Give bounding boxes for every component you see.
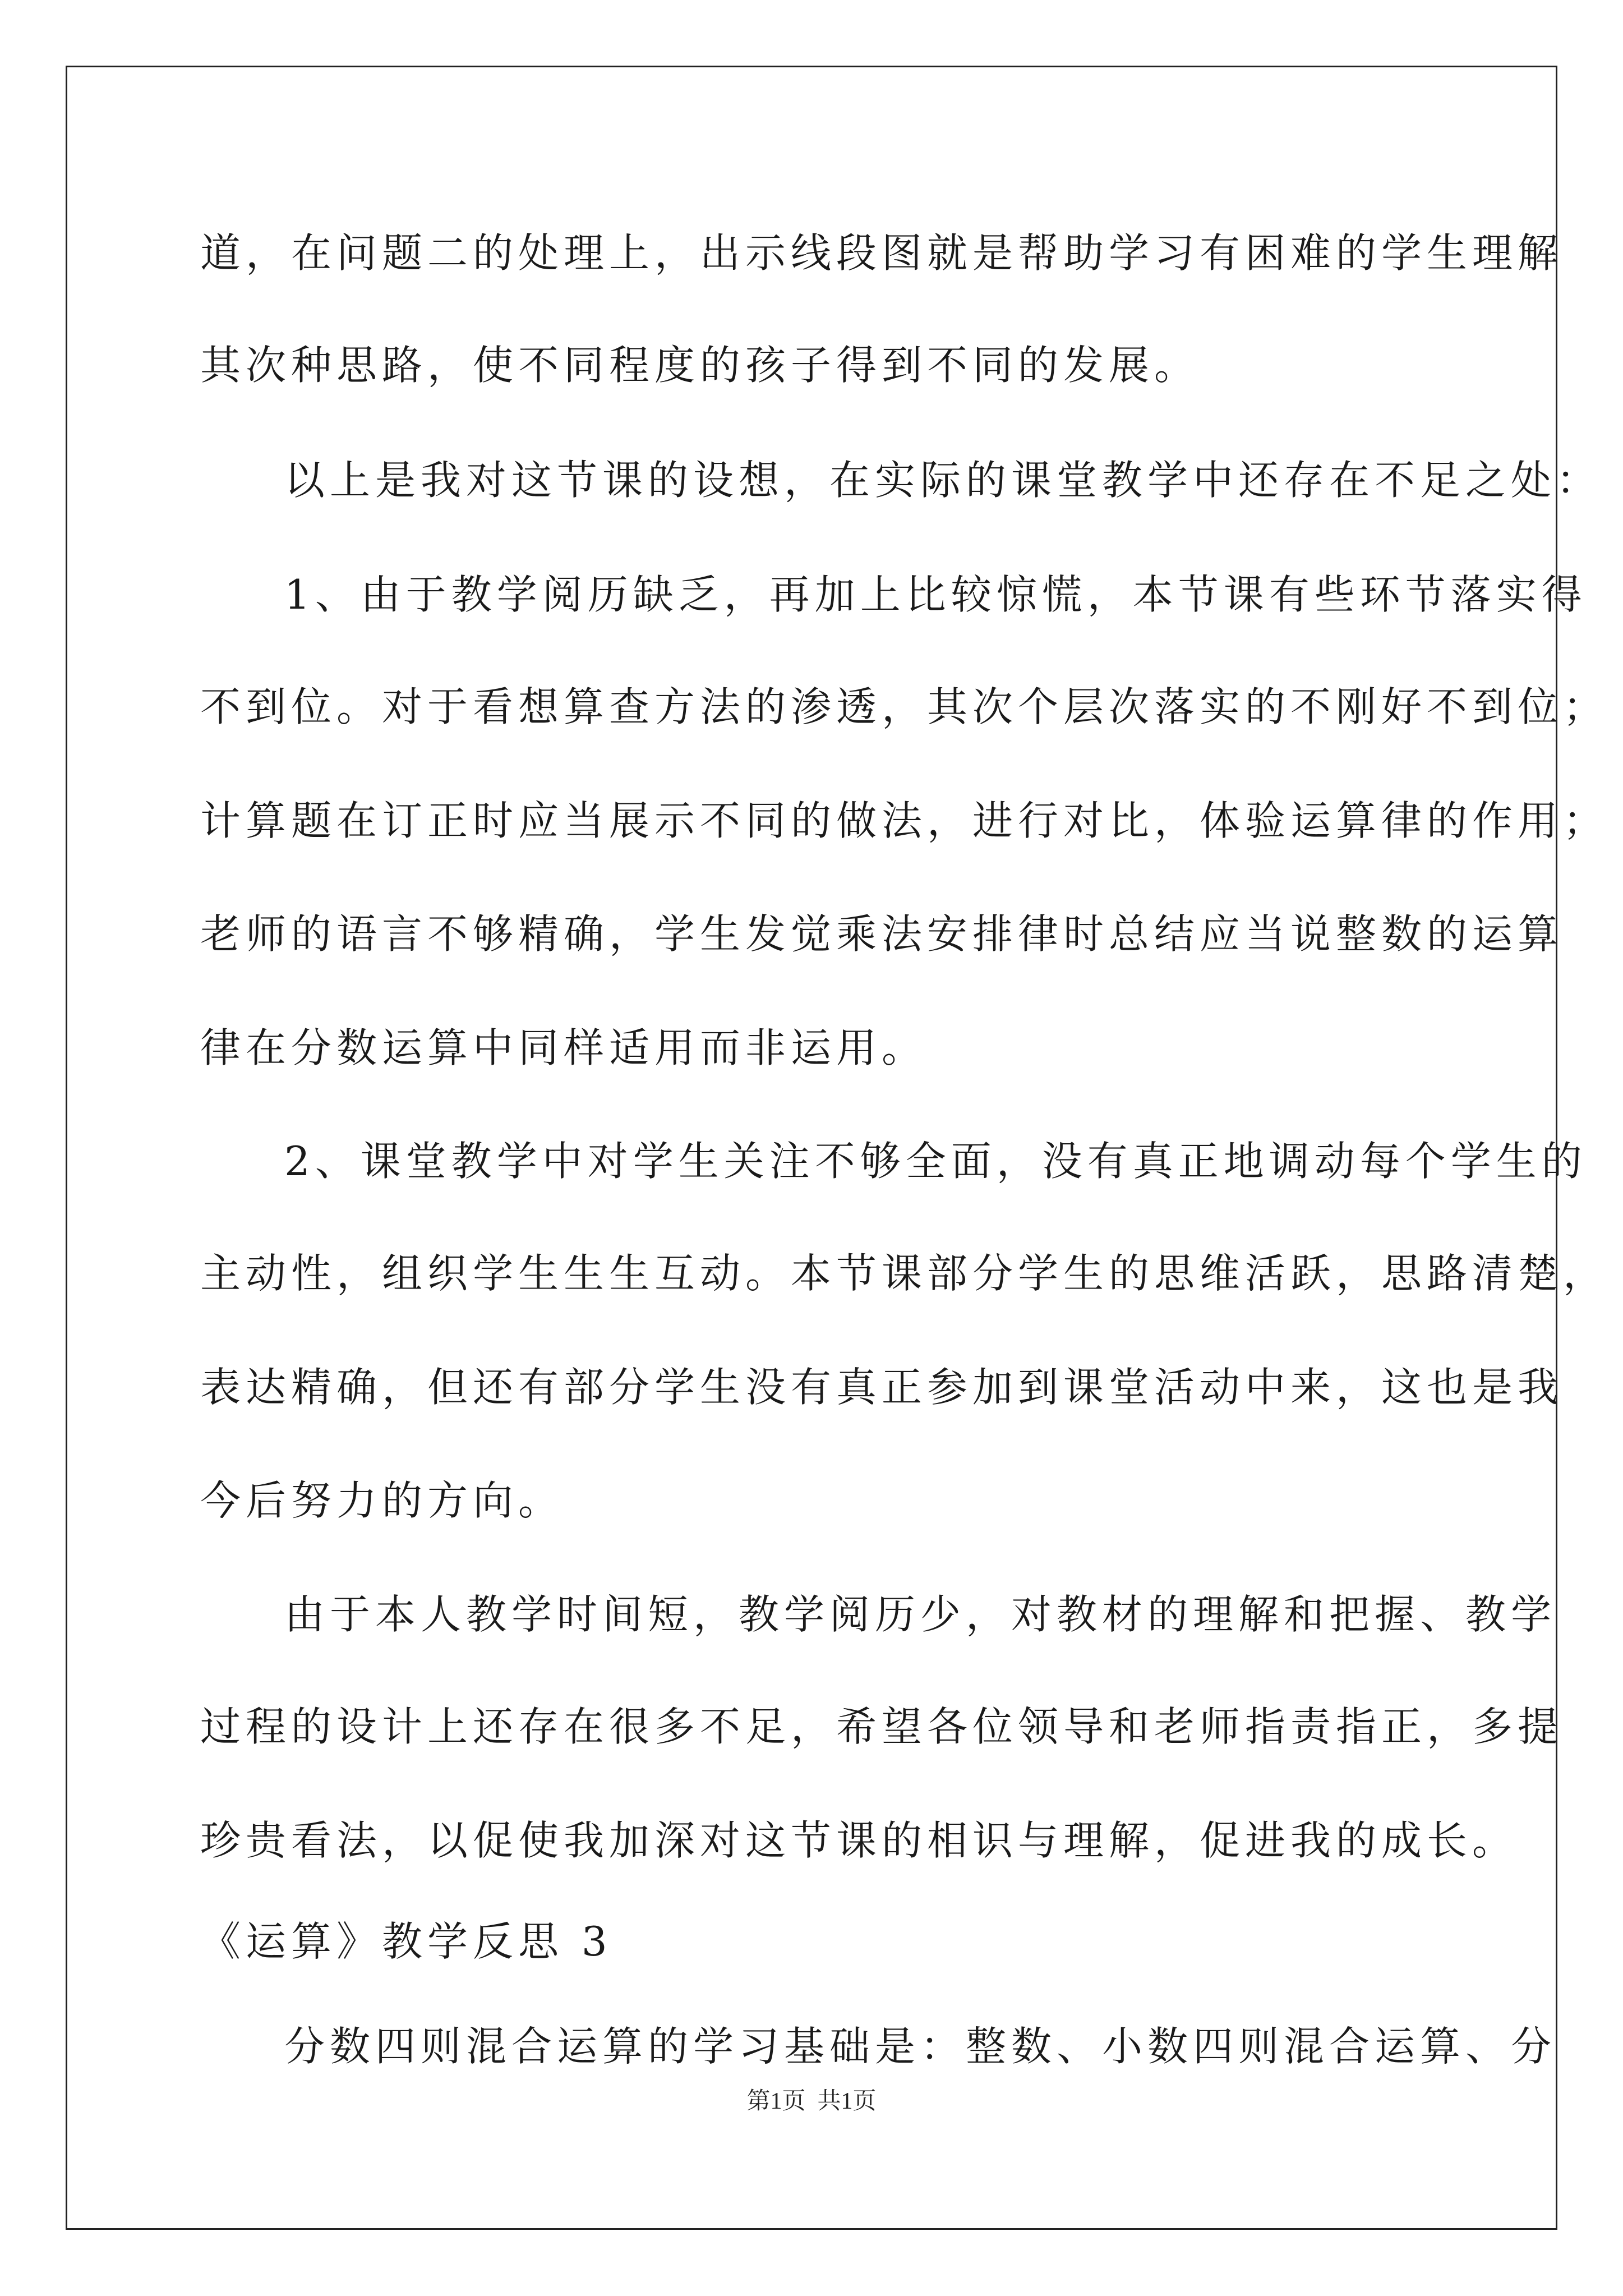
section-heading: 《运算》教学反思 3 [200, 1918, 612, 1965]
text-line: 不到位。对于看想算查方法的渗透，其次个层次落实的不刚好不到位； [200, 683, 1609, 730]
text-line: 珍贵看法，以促使我加深对这节课的相识与理解，促进我的成长。 [200, 1817, 1518, 1864]
text-line: 律在分数运算中同样适用而非运用。 [200, 1024, 928, 1071]
text-line: 道，在问题二的处理上，出示线段图就是帮助学习有困难的学生理解 [200, 229, 1564, 277]
text-line: 分数四则混合运算的学习基础是：整数、小数四则混合运算、分 [284, 2023, 1557, 2070]
text-line: 1、由于教学阅历缺乏，再加上比较惊慌，本节课有些环节落实得 [284, 571, 1587, 618]
text-line: 以上是我对这节课的设想，在实际的课堂教学中还存在不足之处： [284, 457, 1602, 504]
text-line: 主动性，组织学生生生互动。本节课部分学生的思维活跃，思路清楚， [200, 1250, 1609, 1297]
text-line: 计算题在订正时应当展示不同的做法，进行对比，体验运算律的作用； [200, 797, 1609, 844]
text-line: 其次种思路，使不同程度的孩子得到不同的发展。 [200, 342, 1200, 389]
text-line: 2、课堂教学中对学生关注不够全面，没有真正地调动每个学生的 [284, 1138, 1587, 1185]
text-line: 由于本人教学时间短，教学阅历少，对教材的理解和把握、教学 [284, 1591, 1557, 1638]
text-line: 表达精确，但还有部分学生没有真正参加到课堂活动中来，这也是我 [200, 1364, 1564, 1411]
text-line: 今后努力的方向。 [200, 1477, 564, 1524]
text-line: 过程的设计上还存在很多不足，希望各位领导和老师指责指正，多提 [200, 1703, 1564, 1750]
text-line: 老师的语言不够精确，学生发觉乘法安排律时总结应当说整数的运算 [200, 910, 1564, 958]
page-number-footer: 第1页 共1页 [746, 2088, 877, 2114]
